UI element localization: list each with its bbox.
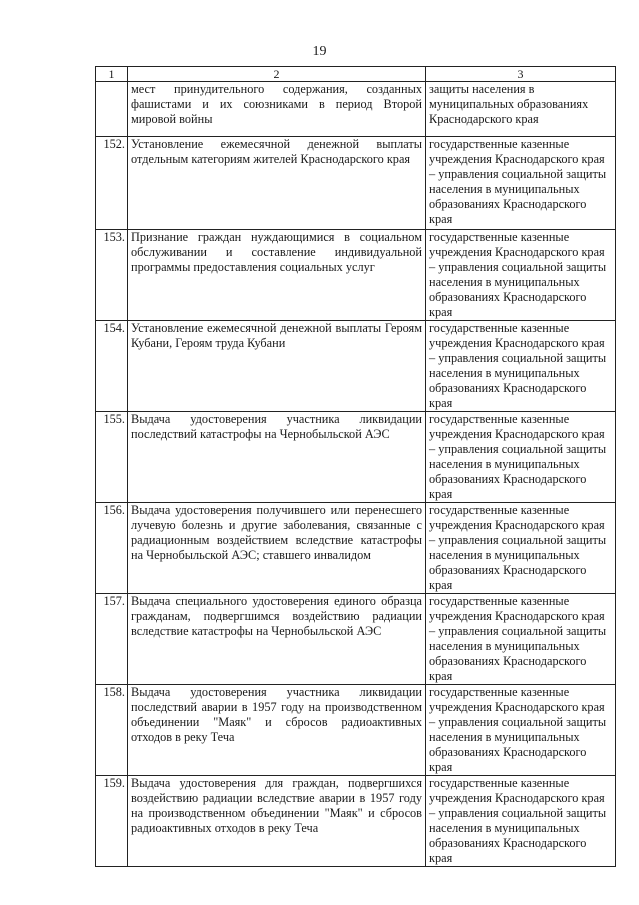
column-header-3: 3 — [426, 67, 616, 82]
table-body — [96, 67, 616, 867]
service-description: Выдача удостоверения получившего или перенесшего лучевую болезнь и другие заболевания, связанные с радиационным воздействием вследствие катастрофы на Чернобыльской АЭС; ставшего инвалидом — [128, 503, 426, 594]
responsible-organization: государственные казенные учреждения Краснодарского края – управления социальной защиты населения в муниципальных образованиях Краснодарского края — [426, 594, 616, 685]
table-row — [96, 685, 616, 776]
service-description: Установление ежемесячной денежной выплаты Героям Кубани, Героям труда Кубани — [128, 321, 426, 412]
responsible-organization: государственные казенные учреждения Краснодарского края – управления социальной защиты населения в муниципальных образованиях Краснодарского края — [426, 776, 616, 867]
row-number: 158. — [96, 685, 128, 776]
table-row — [96, 412, 616, 503]
continuation-row — [96, 82, 616, 137]
responsible-organization: защиты населения в муниципальных образованиях Краснодарского края — [426, 82, 616, 137]
responsible-organization: государственные казенные учреждения Краснодарского края – управления социальной защиты населения в муниципальных образованиях Краснодарского края — [426, 412, 616, 503]
row-number: 153. — [96, 230, 128, 321]
responsible-organization: государственные казенные учреждения Краснодарского края – управления социальной защиты населения в муниципальных образованиях Краснодарского края — [426, 321, 616, 412]
services-table — [95, 66, 616, 867]
service-description: мест принудительного содержания, созданных фашистами и их союзниками в период Второй мировой войны — [128, 82, 426, 137]
responsible-organization: государственные казенные учреждения Краснодарского края – управления социальной защиты населения в муниципальных образованиях Краснодарского края — [426, 137, 616, 230]
responsible-organization: государственные казенные учреждения Краснодарского края – управления социальной защиты населения в муниципальных образованиях Краснодарского края — [426, 503, 616, 594]
column-header-1: 1 — [96, 67, 128, 82]
table-row — [96, 503, 616, 594]
row-number: 157. — [96, 594, 128, 685]
table-row — [96, 230, 616, 321]
table-row — [96, 321, 616, 412]
row-number: 154. — [96, 321, 128, 412]
responsible-organization: государственные казенные учреждения Краснодарского края – управления социальной защиты населения в муниципальных образованиях Краснодарского края — [426, 230, 616, 321]
row-number: 152. — [96, 137, 128, 230]
service-description: Выдача удостоверения участника ликвидации последствий катастрофы на Чернобыльской АЭС — [128, 412, 426, 503]
row-number: 156. — [96, 503, 128, 594]
service-description: Выдача удостоверения для граждан, подвергшихся воздействию радиации вследствие аварии в 1957 году на производственном объединении "Маяк" и сбросов радиоактивных отходов в реку Теча — [128, 776, 426, 867]
row-number — [96, 82, 128, 137]
row-number: 159. — [96, 776, 128, 867]
service-description: Выдача удостоверения участника ликвидации последствий аварии в 1957 году на производственном объединении "Маяк" и сбросов радиоактивных отходов в реку Теча — [128, 685, 426, 776]
page-number: 19 — [312, 44, 327, 59]
row-number: 155. — [96, 412, 128, 503]
responsible-organization: государственные казенные учреждения Краснодарского края – управления социальной защиты населения в муниципальных образованиях Краснодарского края — [426, 685, 616, 776]
table-row — [96, 137, 616, 230]
service-description: Признание граждан нуждающимися в социальном обслуживании и составление индивидуальной программы предоставления социальных услуг — [128, 230, 426, 321]
service-description: Выдача специального удостоверения единого образца гражданам, подвергшимся воздействию радиации вследствие катастрофы на Чернобыльской АЭС — [128, 594, 426, 685]
service-description: Установление ежемесячной денежной выплаты отдельным категориям жителей Краснодарского края — [128, 137, 426, 230]
table-header-row — [96, 67, 616, 82]
column-header-2: 2 — [128, 67, 426, 82]
table-row — [96, 776, 616, 867]
table-row — [96, 594, 616, 685]
